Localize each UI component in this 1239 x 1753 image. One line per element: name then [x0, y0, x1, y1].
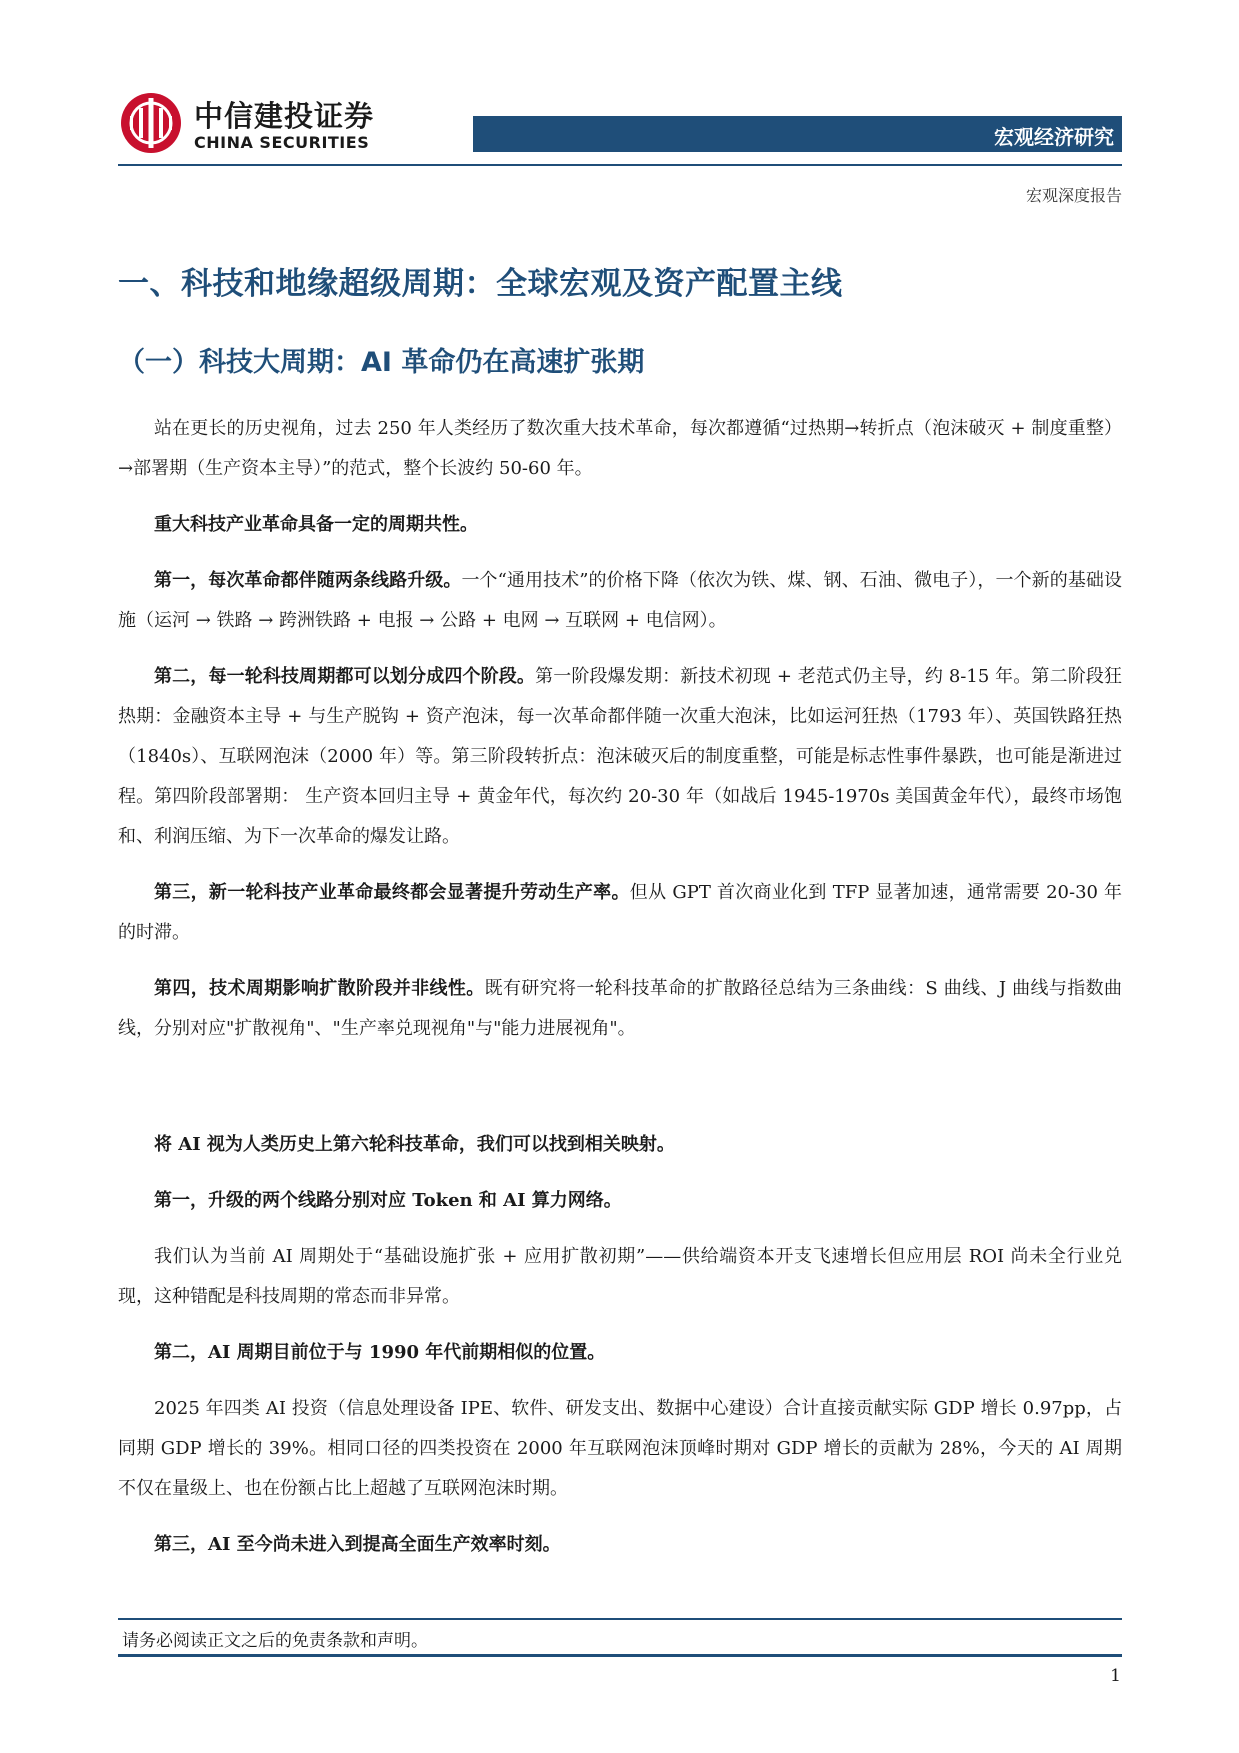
- paragraph-ai-point-1: 第一，升级的两个线路分别对应 Token 和 AI 算力网络。: [154, 1190, 622, 1211]
- paragraph-ai-mapping: 将 AI 视为人类历史上第六轮科技革命，我们可以找到相关映射。: [154, 1134, 675, 1155]
- paragraph-ai-point-2: 第二，AI 周期目前位于与 1990 年代前期相似的位置。: [154, 1342, 606, 1363]
- report-type-label: 宏观深度报告: [1025, 186, 1122, 205]
- page-number: 1: [1110, 1666, 1121, 1686]
- section-heading: 一、科技和地缘超级周期：全球宏观及资产配置主线: [118, 266, 843, 302]
- paragraph-point-3: [118, 873, 1122, 953]
- paragraph-point-2: [118, 657, 1122, 857]
- point-3-lead: 第三，新一轮科技产业革命最终都会显著提升劳动生产率。: [154, 882, 630, 903]
- header-divider: [118, 164, 1122, 166]
- point-1-body: 一个“通用技术”的价格下降（依次为铁、煤、钢、石油、微电子），一个新的基础设施（运河 → 铁路 → 跨洲铁路 + 电报 → 公路 + 电网 → 互联网 + 电信网）。: [118, 570, 1123, 631]
- footer-divider-bottom: [118, 1654, 1122, 1657]
- category-band: [473, 116, 1122, 152]
- logo-english-name: CHINA SECURITIES: [194, 133, 370, 152]
- point-2-body: 第一阶段爆发期：新技术初现 + 老范式仍主导，约 8-15 年。第二阶段狂热期：金融资本主导 + 与生产脱钩 + 资产泡沫，每一次革命都伴随一次重大泡沫，比如运河狂热（1793 年）、英国铁路狂热（1840s）、互联网泡沫（2000 年）等。第三阶段转折点：泡沫破灭后的制度重整，可能是标志性事件暴跌，也可能是渐进过程。第四阶段部署期： 生产资本回归主导 + 黄金年代，每次约 20-30 年（如战后 1945-1970s 美国黄金年代），最终市场饱和、利润压缩、为下一次革命的爆发让路。: [118, 666, 1123, 847]
- point-1-lead: 第一，每次革命都伴随两条线路升级。: [154, 570, 462, 591]
- section-gap: [118, 1065, 1122, 1125]
- paragraph-point-4: [118, 969, 1122, 1049]
- paragraph-point-1: [118, 561, 1122, 641]
- disclaimer-note: 请务必阅读正文之后的免责条款和声明。: [122, 1631, 428, 1651]
- paragraph-ai-point-3: 第三，AI 至今尚未进入到提高全面生产效率时刻。: [154, 1534, 561, 1555]
- body-content: [118, 409, 1122, 1581]
- logo-chinese-name: 中信建投证券: [194, 99, 375, 133]
- paragraph-ai-investment: 2025 年四类 AI 投资（信息处理设备 IPE、软件、研发支出、数据中心建设）合计直接贡献实际 GDP 增长 0.97pp，占同期 GDP 增长的 39%。相同口径的四类投资在 2000 年互联网泡沫顶峰时期对 GDP 增长的贡献为 28%，今天的 AI 周期不仅在量级上、也在份额占比上超越了互联网泡沫时期。: [118, 1398, 1122, 1499]
- footer-divider-top: [118, 1618, 1122, 1620]
- point-4-lead: 第四，技术周期影响扩散阶段并非线性。: [154, 978, 485, 999]
- paragraph-ai-current-stage: 我们认为当前 AI 周期处于“基础设施扩张 + 应用扩散初期”——供给端资本开支飞速增长但应用层 ROI 尚未全行业兑现，这种错配是科技周期的常态而非异常。: [118, 1246, 1122, 1307]
- point-4-body: 既有研究将一轮科技革命的扩散路径总结为三条曲线：S 曲线、J 曲线与指数曲线，分别对应"扩散视角"、"生产率兑现视角"与"能力进展视角"。: [118, 978, 1122, 1039]
- point-3-body: 但从 GPT 首次商业化到 TFP 显著加速，通常需要 20-30 年的时滞。: [118, 882, 1123, 943]
- paragraph-common-traits: 重大科技产业革命具备一定的周期共性。: [154, 514, 478, 535]
- category-label: 宏观经济研究: [994, 125, 1114, 149]
- paragraph-intro: 站在更长的历史视角，过去 250 年人类经历了数次重大技术革命，每次都遵循“过热期→转折点（泡沫破灭 + 制度重整）→部署期（生产资本主导）”的范式，整个长波约 50-60 年。: [118, 418, 1122, 479]
- company-logo: [118, 90, 388, 160]
- point-2-lead: 第二，每一轮科技周期都可以划分成四个阶段。: [154, 666, 536, 687]
- subsection-heading: （一）科技大周期：AI 革命仍在高速扩张期: [118, 347, 645, 378]
- company-logo-mark-icon: [118, 90, 184, 156]
- page-header: [118, 90, 1122, 170]
